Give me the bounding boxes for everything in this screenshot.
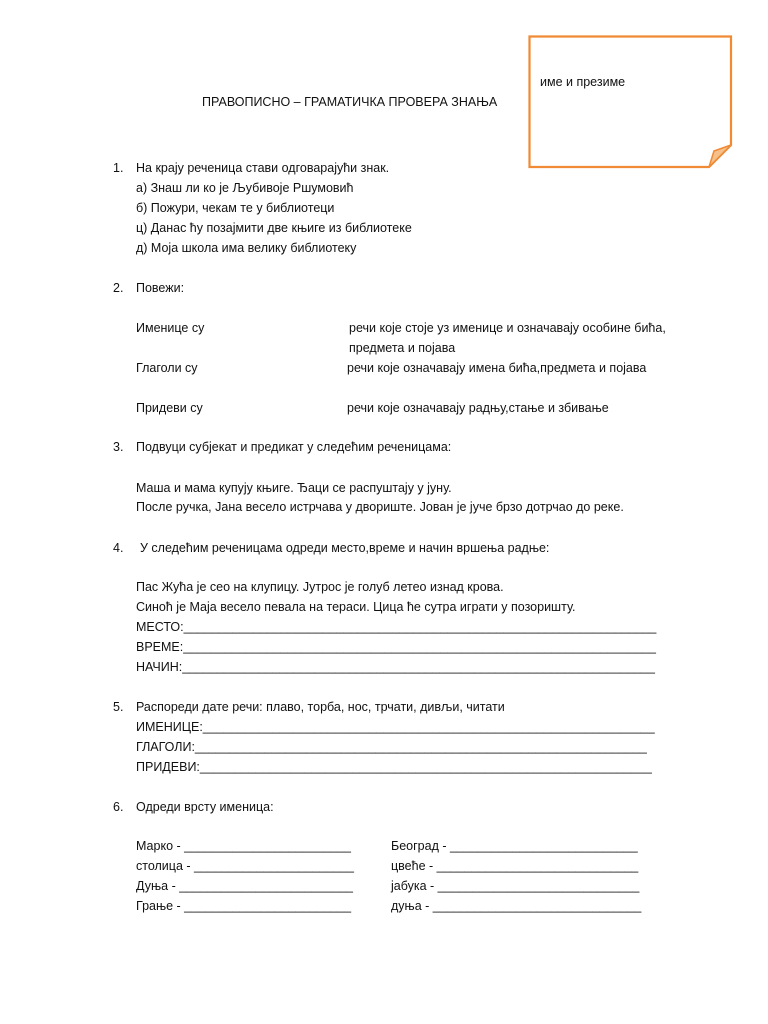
page-title: ПРАВОПИСНО – ГРАМАТИЧКА ПРОВЕРА ЗНАЊА	[202, 95, 498, 109]
q3-number: 3.	[113, 440, 124, 454]
q4-manner-field[interactable]: НАЧИН:____________________________________________________________________	[136, 660, 655, 674]
q2-left-nouns: Именице су	[136, 321, 205, 335]
sticky-note-icon	[528, 35, 734, 169]
q4-place-field[interactable]: МЕСТО:____________________________________________________________________	[136, 620, 657, 634]
q3-line-2: После ручка, Јана весело истрчава у двориште. Јован је јуче брзо дотрчао до реке.	[136, 500, 624, 514]
q5-nouns-field[interactable]: ИМЕНИЦЕ:_________________________________________________________________	[136, 720, 655, 734]
q3-prompt: Подвуци субјекат и предикат у следећим реченицама:	[136, 440, 452, 454]
q2-prompt: Повежи:	[136, 281, 185, 295]
q1-item-c: ц) Данас ћу позајмити две књиге из библиотеке	[136, 221, 412, 235]
q6-right-1[interactable]: Београд - ___________________________	[391, 839, 638, 853]
q4-time-field[interactable]: ВРЕМЕ:____________________________________________________________________	[136, 640, 656, 654]
q3-line-1: Маша и мама купују књиге. Ђаци се распуштају у јуну.	[136, 481, 452, 495]
q5-verbs-field[interactable]: ГЛАГОЛИ:_________________________________________________________________	[136, 740, 647, 754]
q1-item-a: а) Знаш ли ко је Љубивоје Ршумовић	[136, 181, 354, 195]
q2-right-2: речи које означавају имена бића,предмета и појава	[347, 361, 647, 375]
q2-right-1: речи које стоје уз именице и означавају особине бића,	[349, 321, 666, 335]
q6-right-3[interactable]: јабука - _____________________________	[391, 879, 640, 893]
q6-left-1[interactable]: Марко - ________________________	[136, 839, 351, 853]
q2-left-adjectives: Придеви су	[136, 401, 203, 415]
q1-prompt: На крају реченица стави одговарајући знак.	[136, 161, 390, 175]
q1-item-d: д) Моја школа има велику библиотеку	[136, 241, 357, 255]
q6-left-3[interactable]: Дуња - _________________________	[136, 879, 354, 893]
q2-number: 2.	[113, 281, 124, 295]
q2-right-1-cont: предмета и појава	[349, 341, 456, 355]
q6-right-4[interactable]: дуња - ______________________________	[391, 899, 642, 913]
q6-left-4[interactable]: Грање - ________________________	[136, 899, 352, 913]
q6-prompt: Одреди врсту именица:	[136, 800, 274, 814]
q4-line-1: Пас Жућа је сео на клупицу. Јутрос је голуб летео изнад крова.	[136, 580, 504, 594]
q5-adjectives-field[interactable]: ПРИДЕВИ:_________________________________________________________________	[136, 760, 652, 774]
q6-right-2[interactable]: цвеће - _____________________________	[391, 859, 639, 873]
q5-prompt: Распореди дате речи: плаво, торба, нос, трчати, дивљи, читати	[136, 700, 505, 714]
q4-prompt: У следећим реченицама одреди место,време и начин вршења радње:	[140, 541, 550, 555]
q6-left-2[interactable]: столица - _______________________	[136, 859, 354, 873]
q1-number: 1.	[113, 161, 124, 175]
q2-left-verbs: Глаголи су	[136, 361, 198, 375]
q4-number: 4.	[113, 541, 124, 555]
q1-item-b: б) Пожури, чекам те у библиотеци	[136, 201, 335, 215]
q2-right-3: речи које означавају радњу,стање и збивање	[347, 401, 609, 415]
q4-line-2: Синоћ је Маја весело певала на тераси. Цица ће сутра играти у позоришту.	[136, 600, 576, 614]
q5-number: 5.	[113, 700, 124, 714]
name-label: име и презиме	[540, 75, 626, 89]
name-box	[528, 35, 732, 167]
q6-number: 6.	[113, 800, 124, 814]
